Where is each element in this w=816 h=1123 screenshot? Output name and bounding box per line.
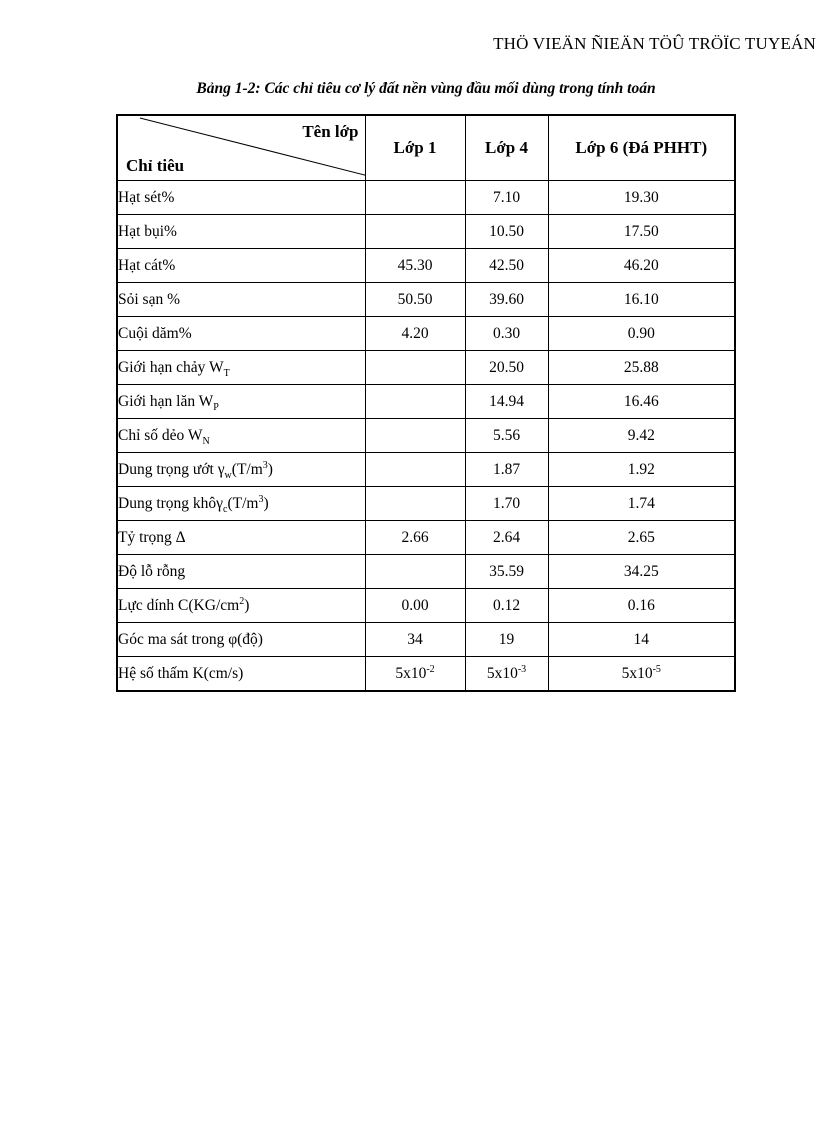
- value-cell-l4: [465, 589, 548, 623]
- value-cell-l6: [548, 283, 735, 317]
- row-label-label: Hạt bụi%: [118, 222, 177, 240]
- cell-value: 14: [633, 630, 649, 648]
- row-label-sup: 3: [262, 459, 268, 471]
- cell-value: 34.25: [623, 562, 659, 580]
- row-label-label: Dung trọng khôγ: [118, 494, 224, 512]
- cell-value: 46.20: [623, 256, 659, 274]
- cell-value: 39.60: [489, 290, 524, 308]
- value-cell-l4: [465, 283, 548, 317]
- value-cell-l1: [365, 657, 465, 692]
- row-label-sub: c: [223, 503, 228, 515]
- row-label-sub: P: [213, 401, 219, 413]
- row-label-label: Tỷ trọng Δ: [118, 528, 186, 546]
- table-row: [117, 623, 735, 657]
- cell-value: 42.50: [489, 256, 524, 274]
- cell-value: 1.74: [627, 494, 655, 512]
- row-label-cell: [117, 215, 365, 249]
- value-cell-l4: [465, 385, 548, 419]
- table-row: [117, 555, 735, 589]
- row-label-label: Sỏi sạn %: [118, 290, 180, 308]
- row-label-label: Độ lỗ rỗng: [118, 562, 186, 580]
- row-label-sub: T: [223, 367, 230, 379]
- value-cell-l6: [548, 555, 735, 589]
- table-row: [117, 521, 735, 555]
- value-cell-l1: [365, 283, 465, 317]
- table-row: [117, 657, 735, 692]
- table-header-row: [117, 115, 735, 181]
- cell-value: 1.92: [627, 460, 655, 478]
- value-cell-l4: [465, 521, 548, 555]
- value-cell-l1: [365, 419, 465, 453]
- table-row: [117, 215, 735, 249]
- value-cell-l1: [365, 487, 465, 521]
- cell-value: 2.64: [492, 528, 521, 546]
- cell-exponent: -2: [426, 663, 435, 675]
- value-cell-l4: [465, 215, 548, 249]
- value-cell-l6: [548, 623, 735, 657]
- row-label-cell: [117, 249, 365, 283]
- value-cell-l4: [465, 419, 548, 453]
- cell-value: 16.46: [623, 392, 659, 410]
- cell-value: 34: [407, 630, 423, 648]
- row-label-cell: [117, 419, 365, 453]
- cell-value: 45.30: [397, 256, 433, 274]
- value-cell-l6: [548, 385, 735, 419]
- row-label-cell: [117, 351, 365, 385]
- column-axis-label: Tên lớp: [302, 122, 359, 141]
- cell-value: 50.50: [397, 290, 433, 308]
- value-cell-l4: [465, 453, 548, 487]
- value-cell-l1: [365, 215, 465, 249]
- cell-value: 0.16: [627, 596, 655, 614]
- value-cell-l4: [465, 623, 548, 657]
- cell-value: 25.88: [623, 358, 659, 376]
- table-row: [117, 351, 735, 385]
- table-row: [117, 419, 735, 453]
- value-cell-l6: [548, 487, 735, 521]
- table-row: [117, 453, 735, 487]
- table-row: [117, 249, 735, 283]
- table-row: [117, 283, 735, 317]
- cell-value: 19.30: [623, 188, 659, 206]
- soil-properties-table: [116, 114, 736, 692]
- row-label-label: Cuội dăm%: [118, 324, 192, 342]
- value-cell-l1: [365, 351, 465, 385]
- value-cell-l4: [465, 487, 548, 521]
- cell-value: 2.65: [627, 528, 655, 546]
- value-cell-l6: [548, 589, 735, 623]
- cell-value: 1.87: [492, 460, 521, 478]
- row-label-label: Hạt sét%: [118, 188, 175, 206]
- cell-value: 0.90: [627, 324, 655, 342]
- row-label-sub: w: [224, 469, 232, 481]
- row-label-cell: [117, 555, 365, 589]
- value-cell-l4: [465, 249, 548, 283]
- cell-value: 14.94: [489, 392, 524, 410]
- row-axis-label: Chỉ tiêu: [126, 156, 185, 175]
- row-label-label: Góc ma sát trong φ(độ): [118, 630, 263, 648]
- value-cell-l6: [548, 453, 735, 487]
- column-header-lop-1: Lớp 1: [365, 115, 465, 181]
- row-label-tail: ): [244, 596, 250, 614]
- table-row: [117, 181, 735, 215]
- row-label-cell: [117, 181, 365, 215]
- value-cell-l1: [365, 623, 465, 657]
- value-cell-l6: [548, 317, 735, 351]
- row-label-tail: ): [263, 494, 269, 512]
- row-label-after: (T/m: [231, 460, 263, 478]
- column-header-lop-4: Lớp 4: [465, 115, 548, 181]
- table-body: [117, 181, 735, 692]
- column-header-lop-6: Lớp 6 (Đá PHHT): [548, 115, 735, 181]
- row-label-sup: 2: [239, 595, 245, 607]
- cell-exponent: -3: [517, 663, 527, 675]
- cell-value: 0.00: [401, 596, 429, 614]
- corner-header-cell: [117, 115, 365, 181]
- cell-value: 5.56: [492, 426, 521, 444]
- row-label-tail: ): [267, 460, 273, 478]
- row-label-cell: [117, 487, 365, 521]
- row-label-cell: [117, 521, 365, 555]
- table-caption: Bảng 1-2: Các chỉ tiêu cơ lý đất nền vùng đầu mối dùng trong tính toán: [196, 80, 656, 97]
- row-label-label: Hệ số thấm K(cm/s): [118, 664, 244, 682]
- cell-value: 0.30: [492, 324, 521, 342]
- value-cell-l1: [365, 521, 465, 555]
- row-label-cell: [117, 623, 365, 657]
- table-row: [117, 487, 735, 521]
- row-label-label: Lực dính C(KG/cm: [118, 596, 240, 614]
- value-cell-l1: [365, 249, 465, 283]
- table-row: [117, 385, 735, 419]
- cell-value: 35.59: [489, 562, 524, 580]
- cell-value: 19: [498, 630, 515, 648]
- value-cell-l6: [548, 351, 735, 385]
- cell-value: 7.10: [492, 188, 521, 206]
- row-label-cell: [117, 385, 365, 419]
- value-cell-l6: [548, 249, 735, 283]
- value-cell-l1: [365, 385, 465, 419]
- value-cell-l6: [548, 215, 735, 249]
- value-cell-l1: [365, 181, 465, 215]
- value-cell-l4: [465, 555, 548, 589]
- table-row: [117, 317, 735, 351]
- library-header: THÖ VIEÄN ÑIEÄN TÖÛ TRÖÏC TUYEÁN: [493, 34, 816, 53]
- cell-value: 16.10: [623, 290, 659, 308]
- value-cell-l1: [365, 555, 465, 589]
- value-cell-l1: [365, 317, 465, 351]
- value-cell-l4: [465, 317, 548, 351]
- row-label-cell: [117, 453, 365, 487]
- row-label-after: (T/m: [227, 494, 259, 512]
- cell-value: 9.42: [627, 426, 655, 444]
- cell-value: 0.12: [492, 596, 521, 614]
- value-cell-l1: [365, 589, 465, 623]
- cell-value: 1.70: [492, 494, 521, 512]
- value-cell-l6: [548, 521, 735, 555]
- value-cell-l6: [548, 181, 735, 215]
- row-label-label: Chỉ số dẻo W: [118, 426, 203, 444]
- row-label-sup: 3: [258, 493, 264, 505]
- cell-value: 20.50: [489, 358, 524, 376]
- cell-value: 10.50: [489, 222, 524, 240]
- cell-value: 5x10: [486, 664, 518, 682]
- row-label-cell: [117, 657, 365, 692]
- table-row: [117, 589, 735, 623]
- row-label-label: Hạt cát%: [118, 256, 176, 274]
- row-label-label: Giới hạn chảy W: [118, 358, 224, 376]
- row-label-cell: [117, 589, 365, 623]
- row-label-sub: N: [202, 435, 210, 447]
- value-cell-l4: [465, 181, 548, 215]
- value-cell-l4: [465, 657, 548, 692]
- value-cell-l6: [548, 419, 735, 453]
- value-cell-l1: [365, 453, 465, 487]
- row-label-label: Dung trọng ướt γ: [118, 460, 225, 478]
- cell-value: 5x10: [395, 664, 427, 682]
- row-label-label: Giới hạn lăn W: [118, 392, 214, 410]
- value-cell-l4: [465, 351, 548, 385]
- cell-value: 4.20: [401, 324, 429, 342]
- row-label-cell: [117, 317, 365, 351]
- cell-value: 17.50: [623, 222, 659, 240]
- cell-value: 5x10: [621, 664, 653, 682]
- value-cell-l6: [548, 657, 735, 692]
- row-label-cell: [117, 283, 365, 317]
- cell-exponent: -5: [652, 663, 661, 675]
- cell-value: 2.66: [401, 528, 429, 546]
